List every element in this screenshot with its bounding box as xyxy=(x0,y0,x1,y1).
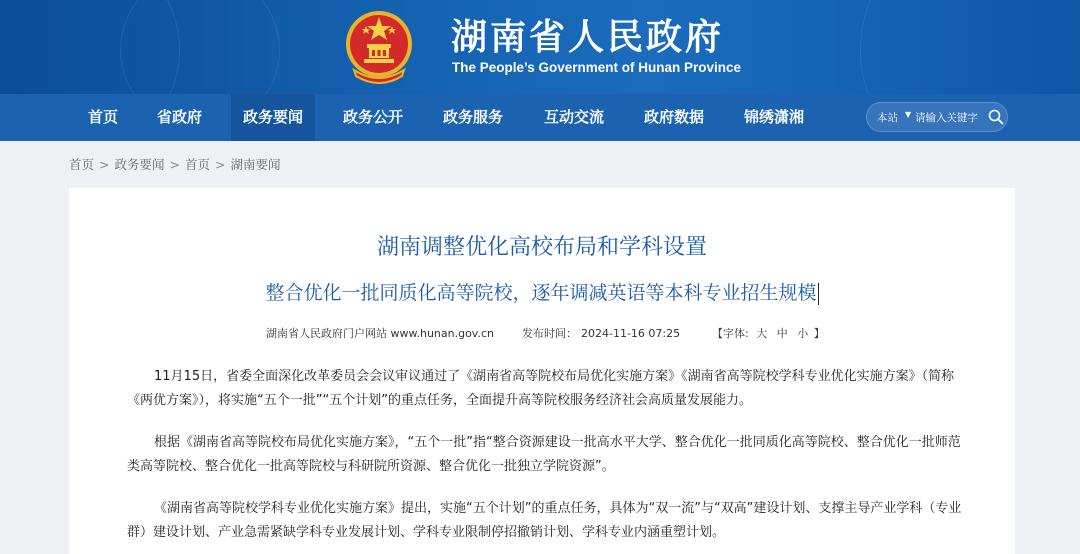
article-paragraph: 11月15日，省委全面深化改革委员会会议审议通过了《湖南省高等院校布局优化实施方案》《湖南省高等院校学科专业优化实施方案》（简称《两优方案》），将实施“五个一批”“五个计划”的重点任务，全面提升高等院校服务经济社会高质量发展能力。 xyxy=(127,369,955,408)
font-size-label: 【字体: xyxy=(712,327,749,340)
nav-item-government-data[interactable]: 政府数据 xyxy=(644,108,705,126)
publish-time: 2024-11-16 07:25 xyxy=(581,327,681,340)
publish-time-label: 发布时间： xyxy=(522,327,577,340)
dropdown-caret-icon[interactable]: ▼ xyxy=(905,110,912,119)
article-paragraph: 《湖南省高等院校学科专业优化实施方案》提出，实施“五个计划”的重点任务，具体为“双一流”与“双高”建设计划、支撑主导产业学科（专业群）建设计划、产业急需紧缺学科专业发展计划、学科专业限制停招撤销计划、学科专业内涵重塑计划。 xyxy=(127,501,962,540)
nav-item-hunan-scenery[interactable]: 锦绣潇湘 xyxy=(744,108,805,126)
search-scope-select[interactable]: 本站 xyxy=(877,112,898,124)
article-subtitle-wrap xyxy=(69,278,1015,305)
font-size-controls xyxy=(712,325,825,341)
breadcrumb-separator: > xyxy=(169,157,180,172)
nav-item-government-services[interactable]: 政务服务 xyxy=(443,108,504,126)
site-title-english: The People’s Government of Hunan Province xyxy=(452,60,742,75)
banner-decoration xyxy=(860,0,1080,94)
nav-item-government-affairs-disclosure[interactable]: 政务公开 xyxy=(343,108,404,126)
nav-item-government-news[interactable]: 政务要闻 xyxy=(231,94,315,141)
site-title: 湖南省人民政府 xyxy=(451,17,725,58)
font-size-small-button[interactable]: 小 xyxy=(797,327,809,340)
nav-item-home[interactable]: 首页 xyxy=(88,108,119,126)
article-subtitle: 整合优化一批同质化高等院校，逐年调减英语等本科专业招生规模 xyxy=(265,282,817,304)
font-size-medium-button[interactable]: 中 xyxy=(776,327,788,340)
article-card xyxy=(69,188,1015,554)
article-paragraph: 根据《湖南省高等院校布局优化实施方案》，“五个一批”指“整合资源建设一批高水平大学、整合优化一批同质化高等院校、整合优化一批师范类高等院校、整合优化一批高等院校与科研院所资源、整合优化一批独立学院资源”。 xyxy=(127,435,961,474)
breadcrumb-link[interactable]: 湖南要闻 xyxy=(230,157,281,172)
site-header-banner xyxy=(0,0,1080,94)
banner-decoration xyxy=(120,0,280,94)
publish-time-row xyxy=(522,325,680,341)
breadcrumb xyxy=(69,155,281,173)
breadcrumb-separator: > xyxy=(99,157,110,172)
breadcrumb-link[interactable]: 首页 xyxy=(185,157,211,172)
breadcrumb-link[interactable]: 政务要闻 xyxy=(114,157,165,172)
article-source: 湖南省人民政府门户网站 www.hunan.gov.cn xyxy=(266,327,494,340)
breadcrumb-link[interactable]: 首页 xyxy=(69,157,95,172)
search-icon[interactable] xyxy=(988,109,1004,125)
site-search xyxy=(866,102,1008,132)
font-size-bracket-close: 】 xyxy=(813,327,825,340)
nav-item-interaction[interactable]: 互动交流 xyxy=(544,108,605,126)
nav-item-provincial-government[interactable]: 省政府 xyxy=(157,108,203,126)
article-title: 湖南调整优化高校布局和学科设置 xyxy=(376,235,707,260)
font-size-large-button[interactable]: 大 xyxy=(756,327,768,340)
text-cursor xyxy=(818,283,819,305)
search-input[interactable] xyxy=(915,109,985,126)
breadcrumb-separator: > xyxy=(215,157,226,172)
national-emblem-icon xyxy=(344,8,414,84)
